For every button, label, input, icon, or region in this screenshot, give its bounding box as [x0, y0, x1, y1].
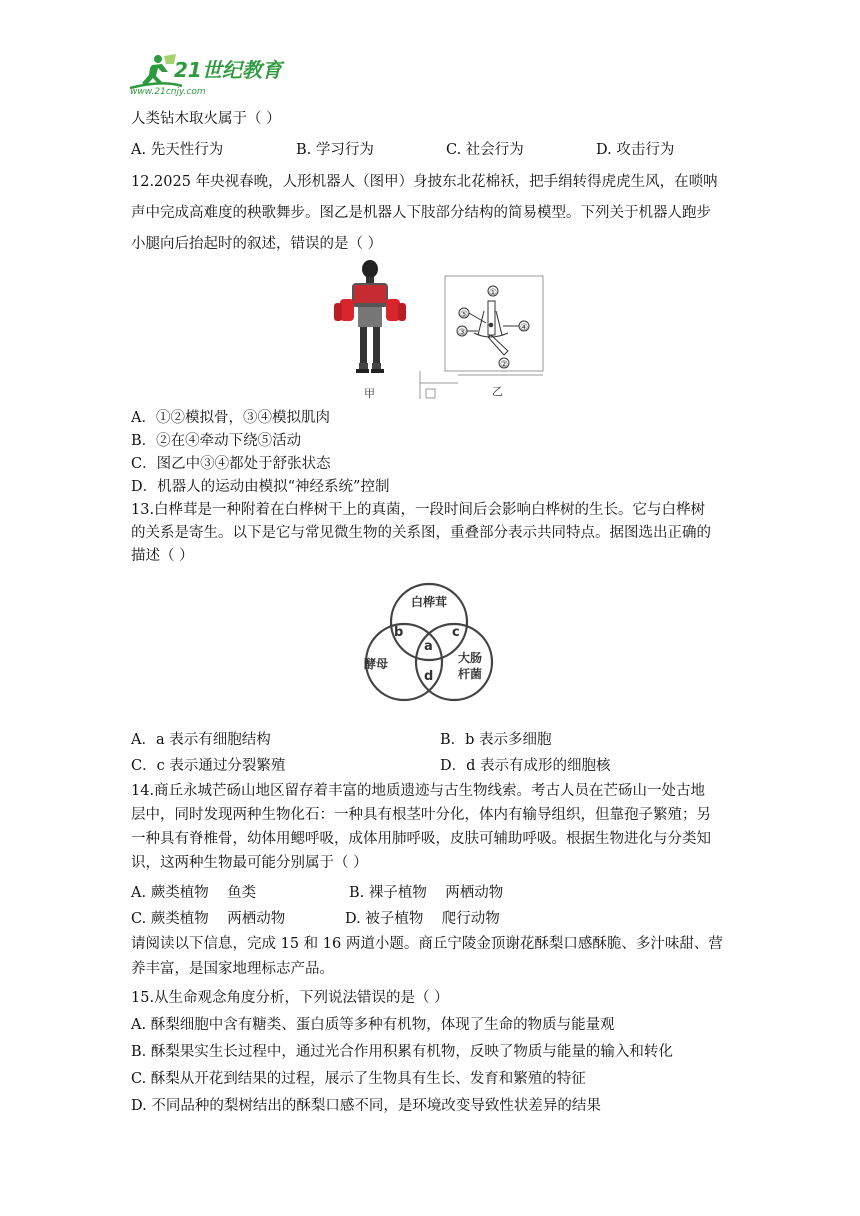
svg-text:④: ④ [520, 323, 529, 333]
q12-option-c: C．图乙中③④都处于舒张状态 [131, 456, 331, 472]
svg-text:②: ② [500, 360, 509, 370]
figure-yi-label-5 [459, 308, 486, 323]
brand-logo [122, 50, 292, 98]
q12-option-d: D．机器人的运动由模拟“神经系统”控制 [131, 479, 390, 495]
q15-option-c: C. 酥梨从开花到结果的过程，展示了生物具有生长、发育和繁殖的特征 [131, 1071, 586, 1087]
q14-stem-line-4: 识，这两种生物最可能分别属于（ ） [131, 855, 368, 871]
q12-stem-line-2: 声中完成高难度的秧歌舞步。图乙是机器人下肢部分结构的简易模型。下列关于机器人跑步 [131, 205, 711, 221]
figure-yi-label-2 [499, 358, 509, 370]
q12-option-b: B．②在④牵动下绕⑤活动 [131, 433, 302, 449]
intro-line-2: 养丰富，是国家地理标志产品。 [131, 961, 334, 977]
q12-stem-line-1: 12.2025 年央视春晚，人形机器人（图甲）身披东北花棉袄，把手绢转得虎虎生风，在唢呐 [131, 174, 718, 190]
q14-stem-line-2: 层中，同时发现两种生物化石：一种具有根茎叶分化，体内有输导组织，但靠孢子繁殖；另 [131, 807, 711, 823]
q15-option-b: B. 酥梨果实生长过程中，通过光合作用积累有机物，反映了物质与能量的输入和转化 [131, 1044, 673, 1060]
q14-option-b: B. 裸子植物 两栖动物 [349, 885, 504, 901]
q14-stem-line-3: 一种具有脊椎骨，幼体用鳃呼吸，成体用肺呼吸，皮肤可辅助呼吸。根据生物进化与分类知 [131, 831, 711, 847]
q11-option-a: A. 先天性行为 [131, 142, 224, 158]
q11-stem: 人类钻木取火属于（ ） [131, 111, 281, 127]
q11-option-c: C. 社会行为 [446, 142, 524, 158]
venn-region-a: a [424, 639, 433, 654]
q14-option-a: A. 蕨类植物 鱼类 [131, 885, 257, 901]
q13-stem-line-2: 的关系是寄生。以下是它与常见微生物的关系图，重叠部分表示共同特点。据图选出正确的 [131, 525, 711, 541]
svg-text:①: ① [489, 288, 498, 298]
intro-line-1: 请阅读以下信息，完成 15 和 16 两道小题。商丘宁陵金顶谢花酥梨口感酥脆、多汁味甜、营 [131, 936, 723, 952]
limb-model-diagram [420, 276, 543, 399]
q15-option-d: D. 不同品种的梨树结出的酥梨口感不同，是环境改变导致性状差异的结果 [131, 1098, 601, 1114]
svg-text:③: ③ [458, 328, 467, 338]
logo-url-text: www.21cnjy.com [130, 87, 206, 97]
venn-region-b: b [394, 625, 404, 640]
q13-option-b: B．b 表示多细胞 [440, 732, 552, 748]
venn-label-right-1: 大肠 [458, 651, 483, 665]
venn-region-d: d [424, 669, 434, 684]
q12-stem-line-3: 小腿向后抬起时的叙述，错误的是（ ） [131, 236, 383, 252]
figure-yi-label-1 [488, 286, 498, 298]
figure-yi-caption: 乙 [492, 385, 503, 398]
svg-text:⑤: ⑤ [460, 310, 469, 320]
venn-label-left: 酵母 [364, 657, 389, 671]
q13-stem-line-3: 描述（ ） [131, 548, 194, 564]
q13-stem-line-1: 13.白桦茸是一种附着在白桦树干上的真菌，一段时间后会影响白桦树的生长。它与白桦树 [131, 502, 706, 518]
logo-brand-text: 21世纪教育 [174, 58, 282, 82]
robot-illustration [334, 260, 406, 373]
q14-stem-line-1: 14.商丘永城芒砀山地区留存着丰富的地质遗迹与古生物线索。考古人员在芒砀山一处古地 [131, 783, 706, 799]
q12-option-a: A．①②模拟骨，③④模拟肌肉 [131, 410, 330, 426]
q11-option-b: B. 学习行为 [296, 142, 374, 158]
q15-stem: 15.从生命观念角度分析，下列说法错误的是（ ） [131, 990, 449, 1006]
figure-yi-model [418, 271, 548, 399]
figure-jia-robot [330, 259, 410, 399]
venn-label-top: 白桦茸 [411, 595, 448, 609]
q15-option-a: A. 酥梨细胞中含有糖类、蛋白质等多种有机物，体现了生命的物质与能量观 [131, 1017, 615, 1033]
q13-option-c: C．c 表示通过分裂繁殖 [131, 758, 286, 774]
figure-yi-label-4 [503, 321, 529, 333]
q13-option-a: A．a 表示有细胞结构 [131, 732, 271, 748]
figure-yi-label-3 [457, 326, 478, 338]
venn-label-right-2: 杆菌 [458, 667, 483, 681]
q14-option-d: D. 被子植物 爬行动物 [345, 911, 500, 927]
figure-jia-caption: 甲 [364, 387, 375, 399]
venn-diagram [356, 582, 506, 702]
q14-option-c: C. 蕨类植物 两栖动物 [131, 911, 286, 927]
q13-option-d: D．d 表示有成形的细胞核 [440, 758, 611, 774]
q11-option-d: D. 攻击行为 [596, 142, 675, 158]
venn-region-c: c [452, 625, 460, 640]
